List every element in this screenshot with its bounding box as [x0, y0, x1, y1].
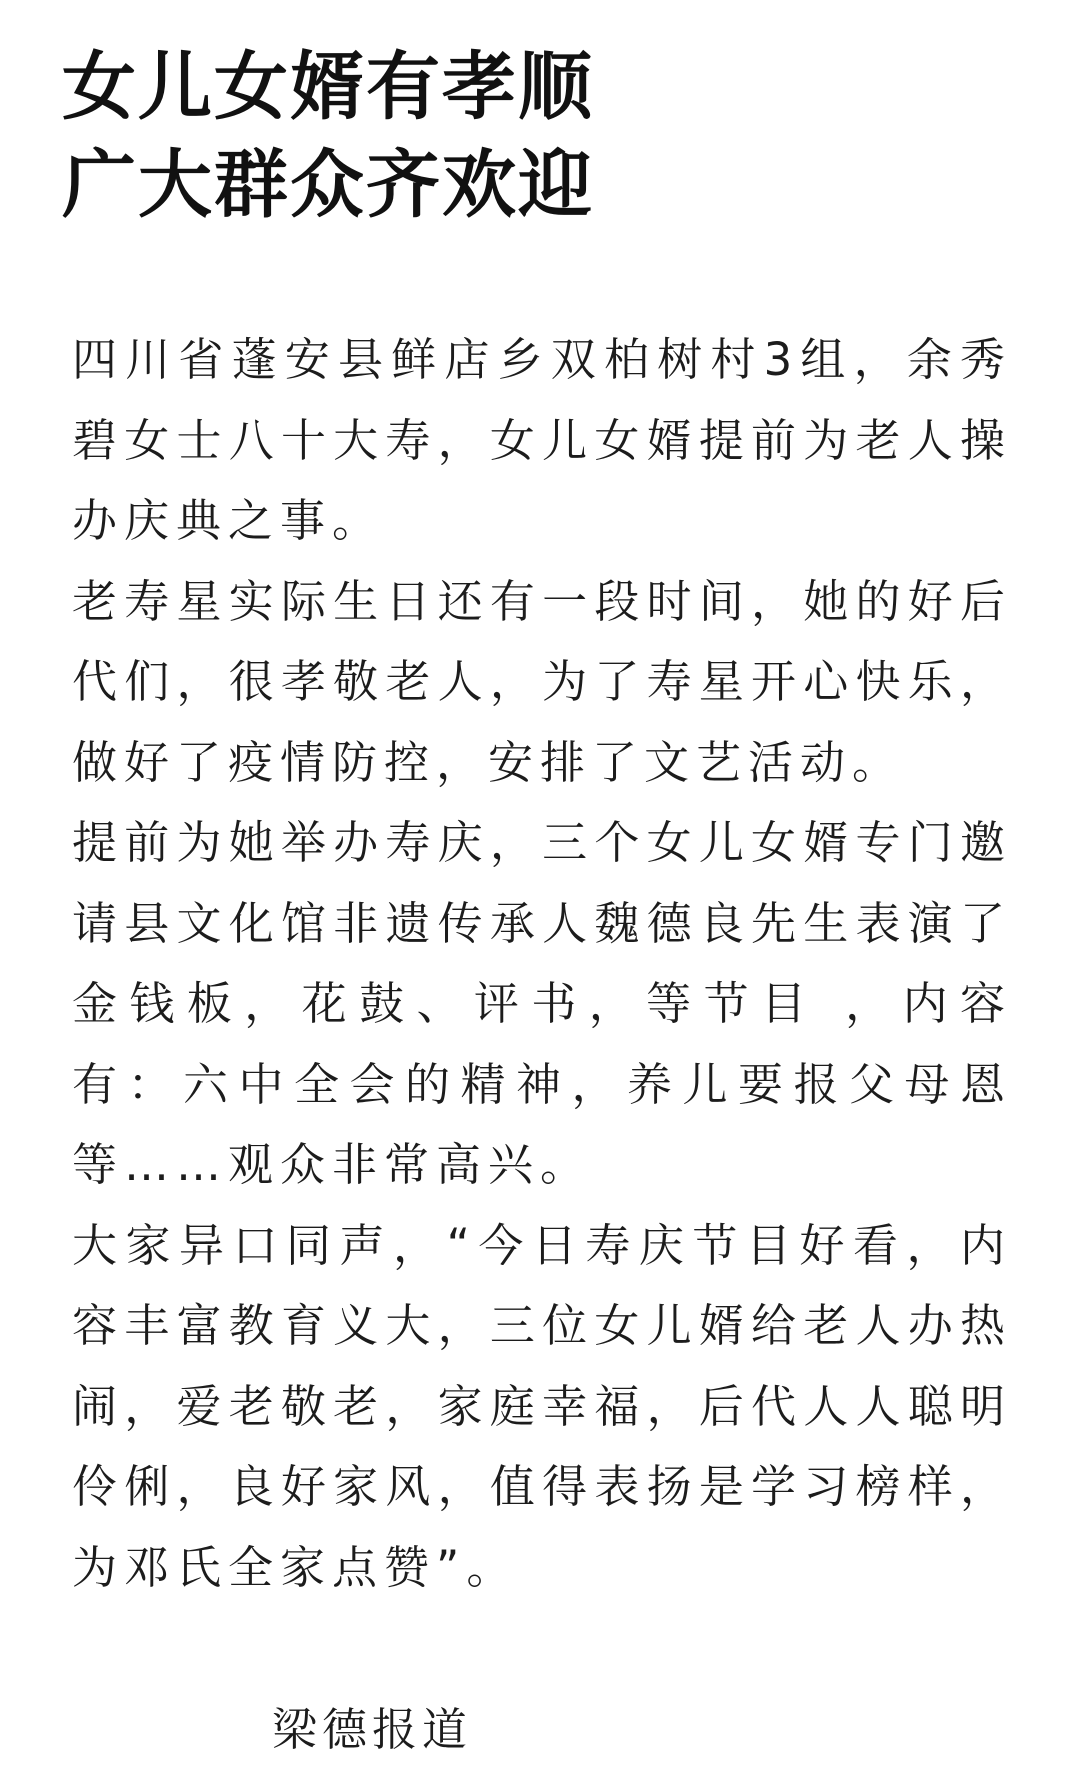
headline-line-1: 女儿女婿有孝顺 [62, 44, 594, 130]
headline-line-2: 广大群众齐欢迎 [62, 142, 594, 228]
paragraph-4: 大家异口同声，“今日寿庆节目好看，内容丰富教育义大，三位女儿婿给老人办热闹，爱老敬老，家庭幸福，后代人人聪明伶俐，良好家风，值得表扬是学习榜样，为邓氏全家点赞”。 [72, 1218, 1012, 1594]
paragraph-3: 提前为她举办寿庆，三个女儿女婿专门邀请县文化馆非遗传承人魏德良先生表演了金钱板，花鼓、评书，等节目 ，内容有：六中全会的精神，养儿要报父母恩等……观众非常高兴。 [72, 816, 1012, 1191]
paragraph-1: 四川省蓬安县鲜店乡双柏树村3组，余秀碧女士八十大寿，女儿女婿提前为老人操办庆典之事。 [72, 333, 1012, 547]
byline: 梁德报道 [272, 1703, 473, 1756]
article-body [72, 320, 1012, 1608]
paragraph-2: 老寿星实际生日还有一段时间，她的好后代们，很孝敬老人，为了寿星开心快乐，做好了疫情防控，安排了文艺活动。 [72, 574, 1012, 789]
headline [62, 38, 962, 234]
